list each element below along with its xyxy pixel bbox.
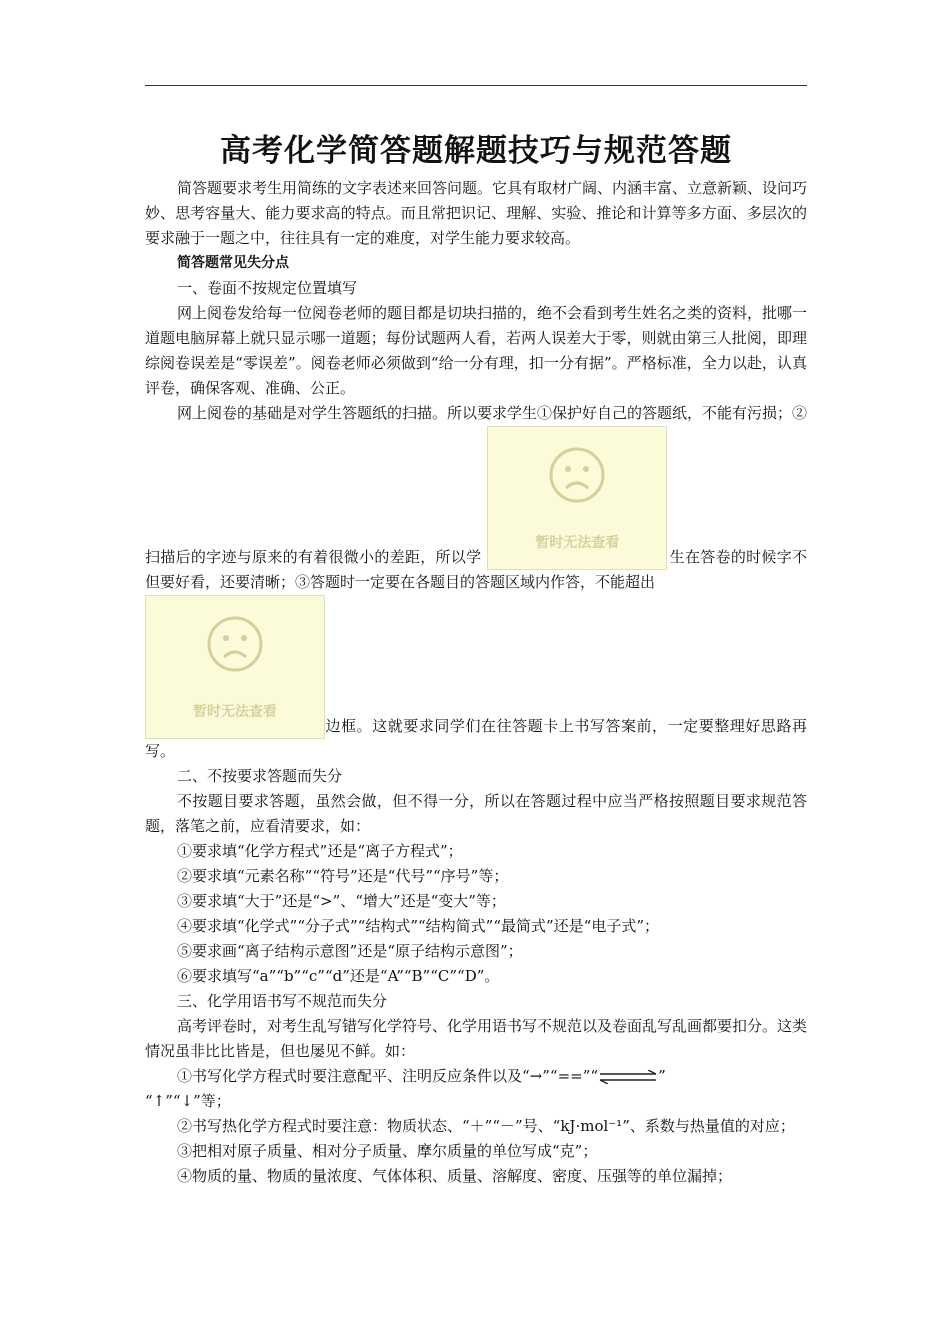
placeholder-caption: 暂时无法查看: [535, 535, 620, 551]
page-title: 高考化学简答题解题技巧与规范答题: [220, 133, 732, 169]
s3-item-1-continued: “↑”“↓”等；: [145, 1092, 231, 1110]
s1-paragraph-2: [145, 401, 807, 595]
s3-paragraph-1: 高考评卷时，对考生乱写错写化学符号、化学用语书写不规范以及卷面乱写乱画都要扣分。这类情况虽非比比皆是，但也屡见不鲜。如：: [145, 1017, 808, 1060]
s3-item-1-text-a: ①书写化学方程式时要注意配平、注明反应条件以及“→”“==”“: [177, 1067, 599, 1085]
s2-heading: 二、不按要求答题而失分: [177, 767, 343, 785]
s3-item-2: ②书写热化学方程式时要注意：物质状态、“＋”“－”号、“kJ·mol⁻¹”、系数与热量值的对应；: [177, 1117, 795, 1135]
document-body: [145, 128, 807, 1189]
s1-paragraph-1: 网上阅卷发给每一位阅卷老师的题目都是切块扫描的，绝不会看到考生姓名之类的资料，批哪一道题电脑屏幕上就只显示哪一道题；每份试题两人看，若两人误差大于零，则就由第三人批阅，即理综阅卷误差是“零误差”。阅卷老师必须做到“给一分有理，扣一分有据”。严格标准，全力以赴，认真评卷，确保客观、准确、公正。: [145, 304, 808, 397]
header-rule: [145, 85, 807, 86]
s2-item: ③要求填“大于”还是“>”、“增大”还是“变大”等；: [177, 892, 506, 910]
s2-item: ⑥要求填写“a”“b”“c”“d”还是“A”“B”“C”“D”。: [177, 967, 500, 985]
s2-item: ⑤要求画“离子结构示意图”还是“原子结构示意图”；: [177, 942, 523, 960]
image-placeholder: [487, 426, 667, 570]
s2-item: ②要求填“元素名称”“符号”还是“代号”“序号”等；: [177, 867, 509, 885]
sad-face-icon: [205, 614, 265, 674]
s3-item-3: ③把相对原子质量、相对分子质量、摩尔质量的单位写成“克”；: [177, 1142, 598, 1160]
s2-item: ④要求填“化学式”“分子式”“结构式”“结构简式”“最简式”还是“电子式”；: [177, 917, 660, 935]
sad-face-icon: [547, 445, 607, 505]
s1-paragraph-3: [145, 595, 807, 764]
s1-p2-text-c: 边框。这就要求同学们在往答题卡上书写答案前，一定要整理好思路再写。: [145, 717, 807, 760]
reversible-arrow-icon: [598, 1070, 658, 1084]
s3-item-1-text-b: ”: [658, 1067, 666, 1085]
section-heading: 简答题常见失分点: [177, 255, 289, 271]
s2-paragraph-1: 不按题目要求答题，虽然会做，但不得一分，所以在答题过程中应当严格按照题目要求规范答题，落笔之前，应看清要求，如：: [145, 792, 807, 835]
s3-heading: 三、化学用语书写不规范而失分: [177, 992, 388, 1010]
image-placeholder: [145, 595, 325, 739]
s1-p2-text-a: 网上阅卷的基础是对学生答题纸的扫描。所以要求学生①保护好自己的答题纸，不能有污损；②扫描后的字迹与原来的有着很微小的差距，所以学: [145, 404, 808, 566]
s1-heading: 一、卷面不按规定位置填写: [177, 279, 358, 297]
s2-item: ①要求填“化学方程式”还是“离子方程式”；: [177, 842, 463, 860]
s3-item-1: [145, 1064, 807, 1089]
s3-item-4: ④物质的量、物质的量浓度、气体体积、质量、溶解度、密度、压强等的单位漏掉；: [177, 1167, 733, 1185]
s1-p2-text-b: 生在答卷的时候字不但要好看，还要清晰；③答题时一定要在各题目的答题区域内作答，不能超出: [145, 548, 807, 591]
placeholder-caption: 暂时无法查看: [193, 704, 277, 720]
intro-paragraph: 简答题要求考生用简练的文字表述来回答问题。它具有取材广阔、内涵丰富、立意新颖、设问巧妙、思考容量大、能力要求高的特点。而且常把识记、理解、实验、推论和计算等多方面、多层次的要求融于一题之中，往往具有一定的难度，对学生能力要求较高。: [145, 179, 808, 247]
